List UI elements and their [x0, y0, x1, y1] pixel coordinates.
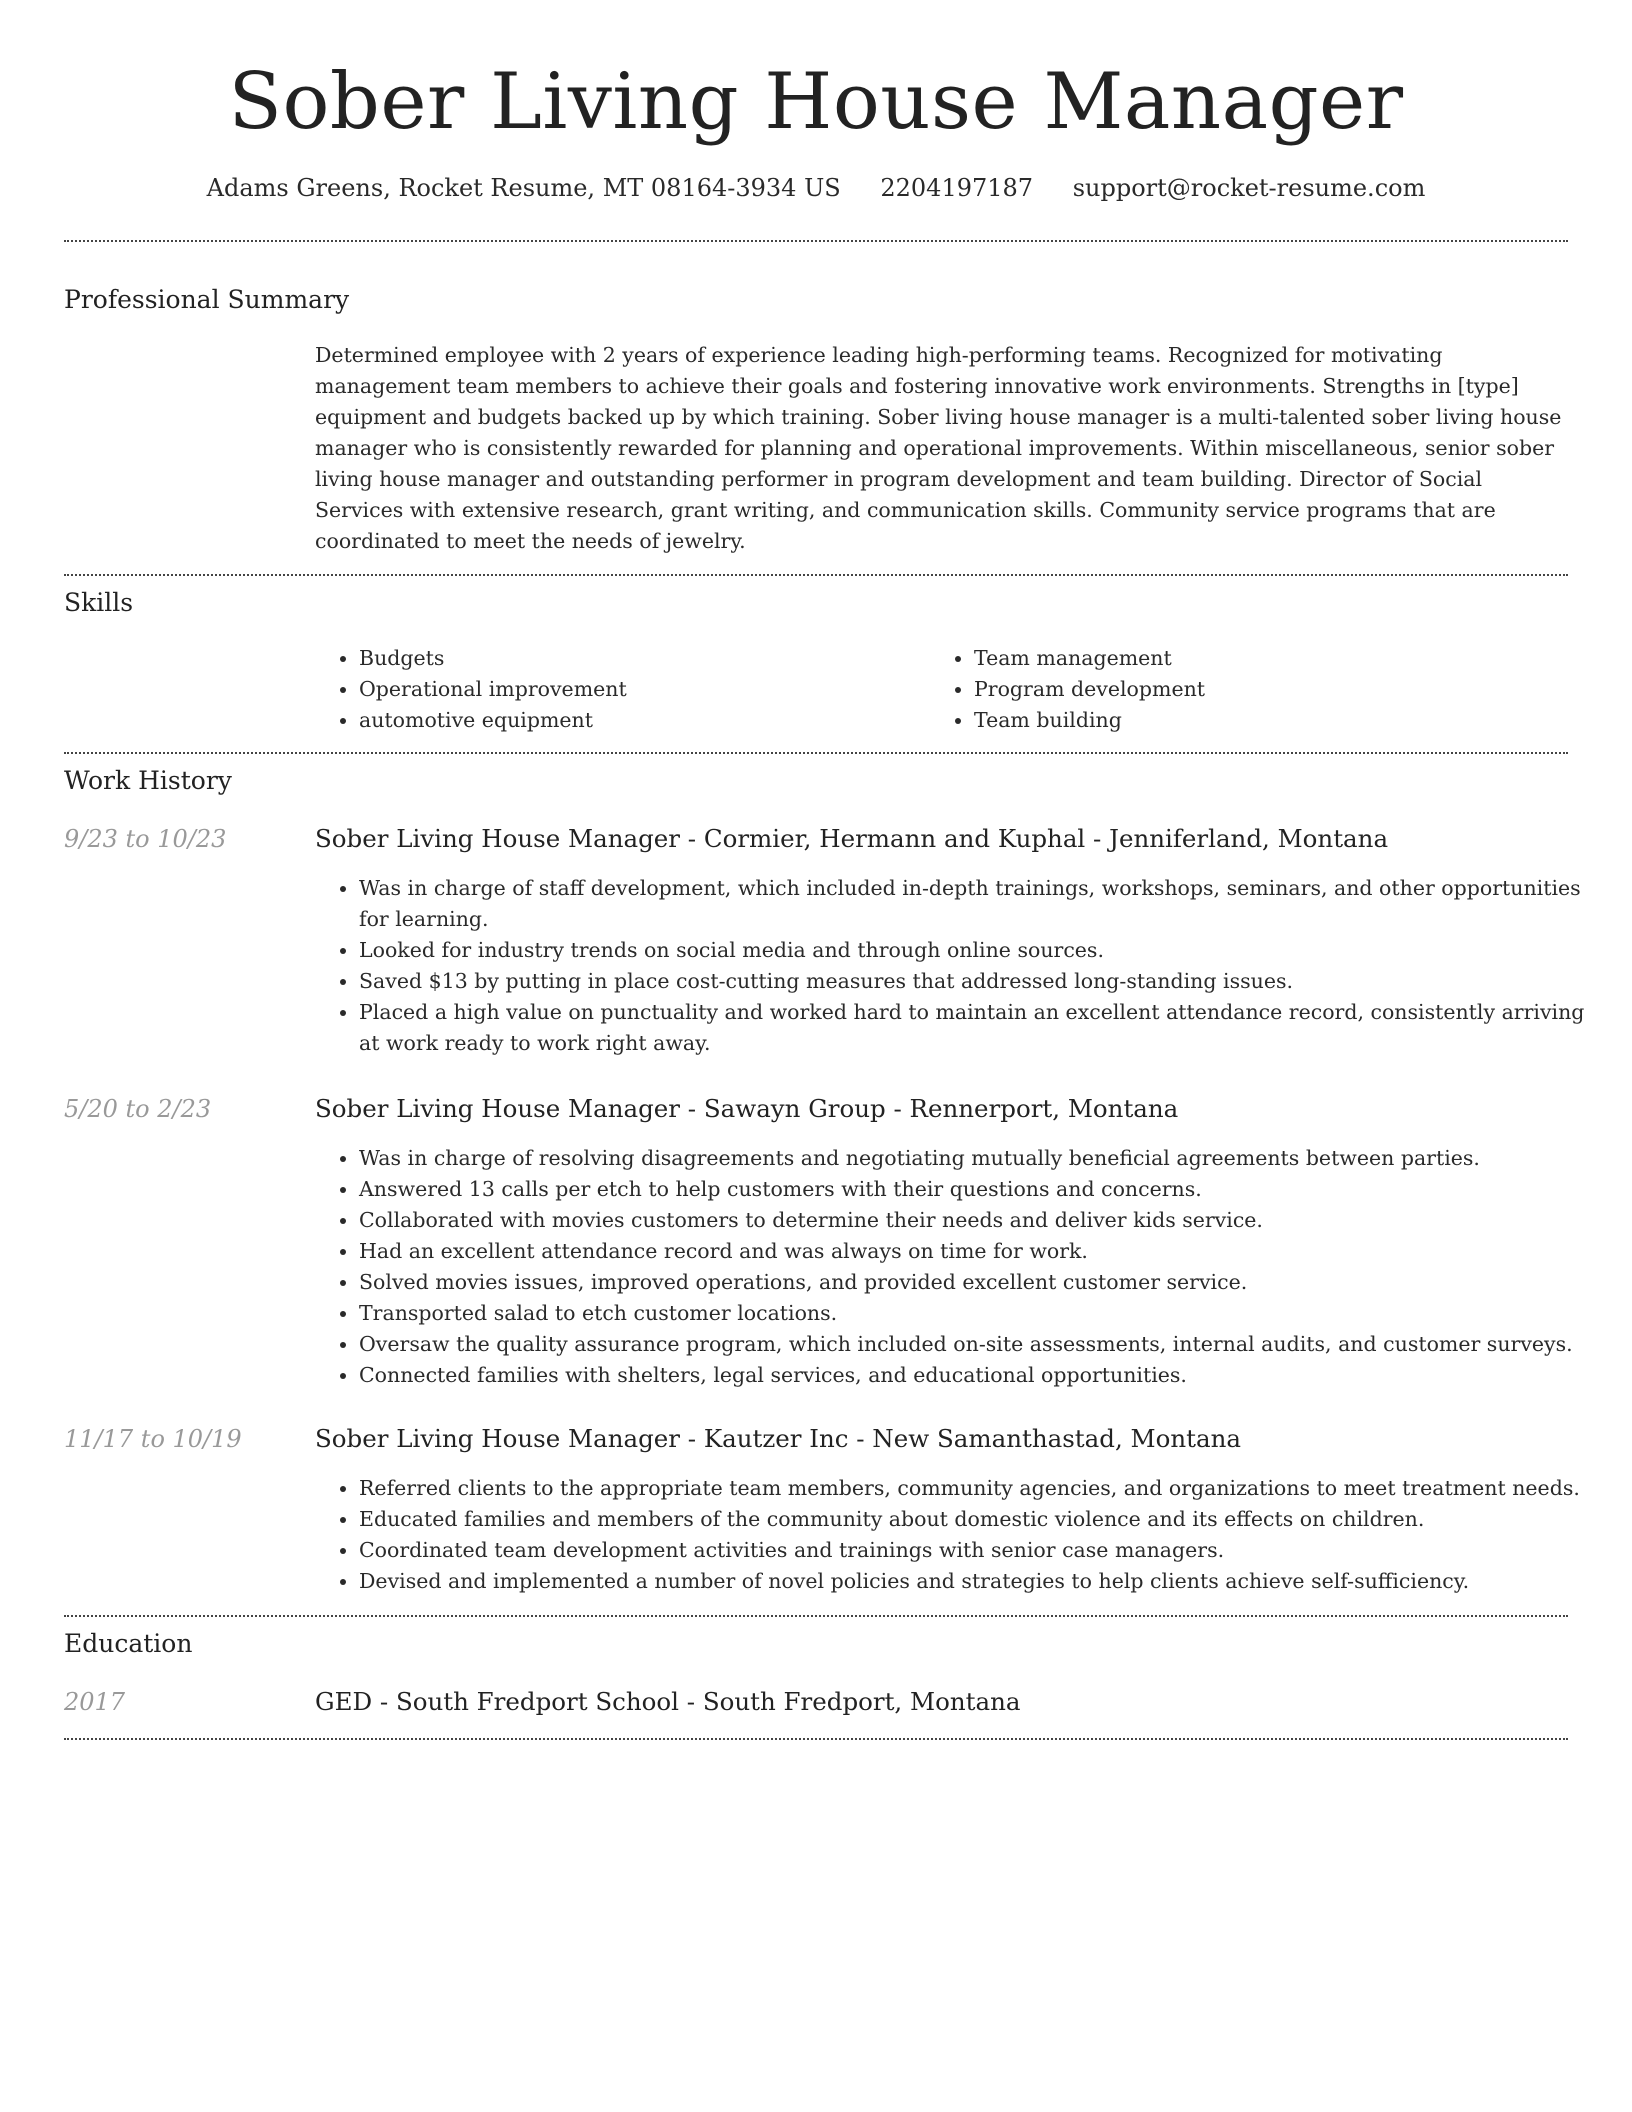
job-bullets — [315, 873, 1585, 1059]
job-bullet: • Placed a high value on punctuality and worked hard to maintain an excellent attendance record, consistently arriving at work ready to work right away. — [359, 997, 1585, 1059]
job-bullet: • Connected families with shelters, legal services, and educational opportunities. — [359, 1360, 1585, 1391]
job-bullet: • Was in charge of resolving disagreements and negotiating mutually beneficial agreements between parties. — [359, 1143, 1585, 1174]
job-bullets — [315, 1473, 1585, 1597]
job-bullet: • Devised and implemented a number of novel policies and strategies to help clients achieve self-sufficiency. — [359, 1566, 1585, 1597]
contact-phone: 2204197187 — [880, 174, 1034, 202]
section-title-education: Education — [64, 1629, 193, 1658]
job-heading: Sober Living House Manager - Cormier, Hermann and Kuphal - Jenniferland, Montana — [315, 824, 1389, 853]
skill-item: • Team building — [974, 705, 1490, 736]
skill-item: • Operational improvement — [359, 674, 875, 705]
education-year: 2017 — [64, 1688, 126, 1716]
contact-line — [0, 170, 1632, 206]
skill-item: • Program development — [974, 674, 1490, 705]
job-bullet: • Saved $13 by putting in place cost-cutting measures that addressed long-standing issues. — [359, 966, 1585, 997]
job-bullet: • Educated families and members of the community about domestic violence and its effects on children. — [359, 1504, 1585, 1535]
divider — [64, 1615, 1568, 1617]
job-heading: Sober Living House Manager - Kautzer Inc - New Samanthastad, Montana — [315, 1424, 1241, 1453]
divider — [64, 752, 1568, 754]
job-bullet: • Oversaw the quality assurance program, which included on-site assessments, internal audits, and customer surveys. — [359, 1329, 1585, 1360]
section-title-skills: Skills — [64, 588, 134, 617]
skills-column-right — [930, 643, 1490, 736]
skill-item: • Team management — [974, 643, 1490, 674]
contact-email: support@rocket-resume.com — [1072, 174, 1426, 202]
section-title-work: Work History — [64, 766, 232, 795]
job-bullet: • Answered 13 calls per etch to help customers with their questions and concerns. — [359, 1174, 1585, 1205]
skills-list-right — [930, 643, 1490, 736]
contact-address: Adams Greens, Rocket Resume, MT 08164-3934 US — [206, 174, 841, 202]
job-dates: 11/17 to 10/19 — [64, 1425, 242, 1453]
skill-item: • automotive equipment — [359, 705, 875, 736]
divider — [64, 240, 1568, 242]
skills-list-left — [315, 643, 875, 736]
summary-text: Determined employee with 2 years of experience leading high-performing teams. Recognized for motivating management team members to achieve their goals and fostering innovative work environments. Strengths in [type] equipment and budgets backed up by which training. Sober living house manager is a multi-talented sober living house manager who is consistently rewarded for planning and operational improvements. Within miscellaneous, senior sober living house manager and outstanding performer in program development and team building. Director of Social Services with extensive research, grant writing, and communication skills. Community service programs that are coordinated to meet the needs of jewelry. — [315, 343, 1562, 553]
job-dates: 9/23 to 10/23 — [64, 825, 227, 853]
candidate-name: Sober Living House Manager — [228, 57, 1404, 147]
job-heading: Sober Living House Manager - Sawayn Group - Rennerport, Montana — [315, 1094, 1179, 1123]
divider — [64, 1738, 1568, 1740]
job-bullet: • Transported salad to etch customer locations. — [359, 1298, 1585, 1329]
job-bullet: • Was in charge of staff development, which included in-depth trainings, workshops, seminars, and other opportunities for learning. — [359, 873, 1585, 935]
section-title-summary: Professional Summary — [64, 285, 350, 314]
job-bullet: • Coordinated team development activities and trainings with senior case managers. — [359, 1535, 1585, 1566]
divider — [64, 574, 1568, 576]
skill-item: • Budgets — [359, 643, 875, 674]
job-bullet: • Looked for industry trends on social media and through online sources. — [359, 935, 1585, 966]
skills-column-left — [315, 643, 875, 736]
education-heading: GED - South Fredport School - South Fredport, Montana — [315, 1687, 1021, 1716]
job-bullet: • Had an excellent attendance record and was always on time for work. — [359, 1236, 1585, 1267]
job-bullets — [315, 1143, 1585, 1391]
job-dates: 5/20 to 2/23 — [64, 1095, 212, 1123]
job-bullet: • Referred clients to the appropriate team members, community agencies, and organizations to meet treatment needs. — [359, 1473, 1585, 1504]
job-bullet: • Collaborated with movies customers to determine their needs and deliver kids service. — [359, 1205, 1585, 1236]
job-bullet: • Solved movies issues, improved operations, and provided excellent customer service. — [359, 1267, 1585, 1298]
